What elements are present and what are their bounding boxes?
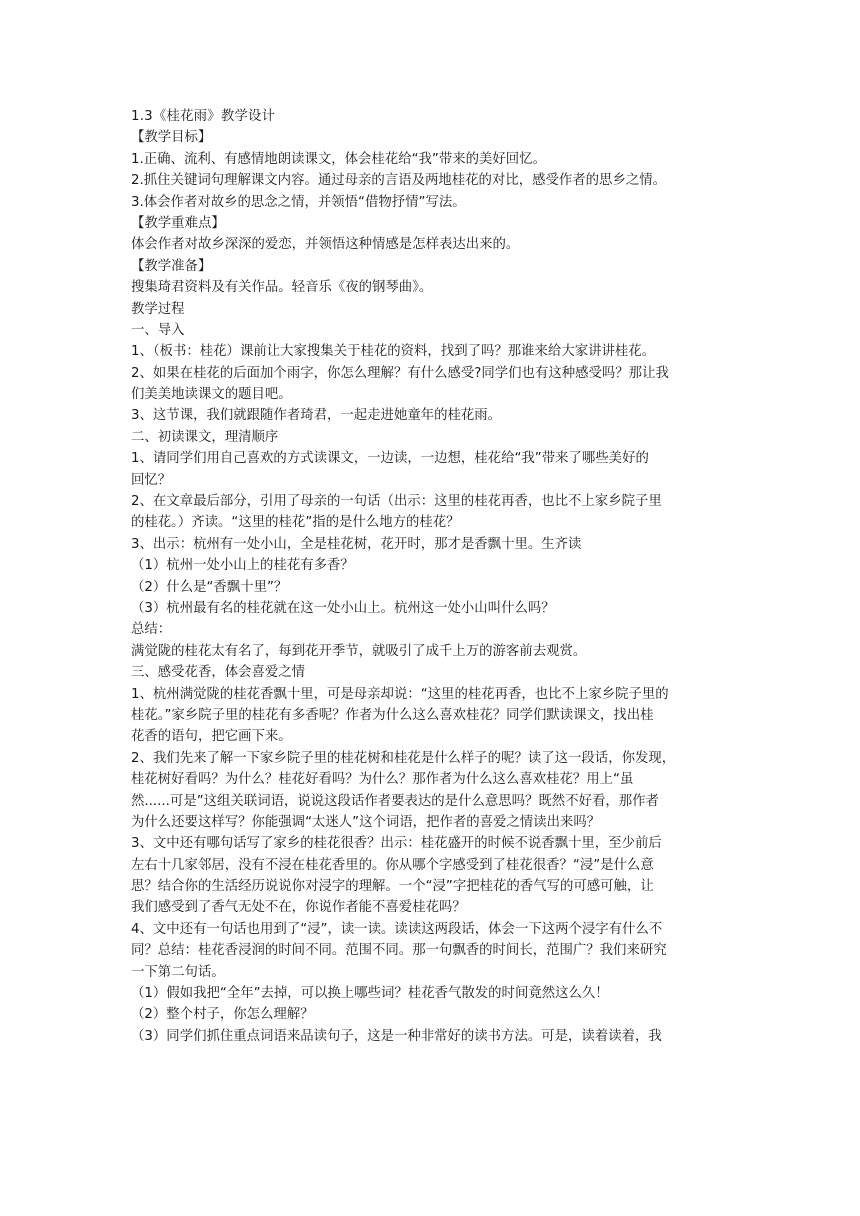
- paragraph-line: 2、在文章最后部分，引用了母亲的一句话（出示：这里的桂花再香，也比不上家乡院子里: [131, 494, 662, 510]
- heading-preparation: 【教学准备】: [131, 258, 212, 274]
- paragraph-line: （1）杭州一处小山上的桂花有多香？: [131, 558, 354, 574]
- preparation-text: 搜集琦君资料及有关作品。轻音乐《夜的钢琴曲》。: [131, 280, 433, 296]
- paragraph-line: 回忆？: [131, 472, 172, 488]
- paragraph-line: 1、杭州满觉陇的桂花香飘十里，可是母亲却说：“这里的桂花再香，也比不上家乡院子里的: [131, 686, 669, 702]
- section-2-heading: 二、初读课文，理清顺序: [131, 429, 279, 445]
- paragraph-line: （3）同学们抓住重点词语来品读句子，这是一种非常好的读书方法。可是，读着读着，我: [131, 1028, 662, 1044]
- paragraph-line: 的桂花。）齐读。“这里的桂花”指的是什么地方的桂花？: [131, 515, 460, 531]
- heading-objectives: 【教学目标】: [131, 130, 212, 146]
- paragraph-line: 3、出示：杭州有一处小山，全是桂花树，花开时，那才是香飘十里。生齐读: [131, 536, 582, 552]
- paragraph-line: 4、文中还有一句话也用到了“浸”，读一读。读读这两段话，体会一下这两个浸字有什么不: [131, 921, 663, 937]
- paragraph-line: 3、文中还有哪句话写了家乡的桂花很香？出示：桂花盛开的时候不说香飘十里，至少前后: [131, 836, 662, 852]
- paragraph-line: 1、（板书：桂花）课前让大家搜集关于桂花的资料，找到了吗？那谁来给大家讲讲桂花。: [131, 344, 656, 360]
- heading-key-points: 【教学重难点】: [131, 215, 225, 231]
- objective-1: 1.正确、流利、有感情地朗读课文，体会桂花给“我”带来的美好回忆。: [131, 151, 546, 167]
- paragraph-line: （3）杭州最有名的桂花就在这一处小山上。杭州这一处小山叫什么吗？: [131, 600, 555, 616]
- paragraph-line: （2）什么是“香飘十里”？: [131, 579, 288, 595]
- paragraph-line: （1）假如我把“全年”去掉，可以换上哪些词？桂花香气散发的时间竟然这么久！: [131, 986, 609, 1002]
- paragraph-line: （2）整个村子，你怎么理解？: [131, 1007, 314, 1023]
- section-1-heading: 一、导入: [131, 322, 185, 338]
- paragraph-line: 2、如果在桂花的后面加个雨字，你怎么理解？有什么感受?同学们也有这种感受吗？那让我: [131, 365, 669, 381]
- document-title: 1.3《桂花雨》教学设计: [131, 109, 276, 124]
- paragraph-line: 同？总结：桂花香浸润的时间不同。范围不同。那一句飘香的时间长，范围广？我们来研究: [131, 943, 667, 959]
- heading-process: 教学过程: [131, 301, 185, 317]
- paragraph-line: 桂花。”家乡院子里的桂花有多香呢？作者为什么这么喜欢桂花？同学们默读课文，找出桂: [131, 707, 654, 723]
- key-points-text: 体会作者对故乡深深的爱恋，并领悟这种情感是怎样表达出来的。: [131, 237, 520, 253]
- paragraph-line: 们美美地读课文的题目吧。: [131, 387, 292, 403]
- paragraph-line: 为什么还要这样写？你能强调“太迷人”这个词语，把作者的喜爱之情读出来吗？: [131, 814, 601, 830]
- paragraph-line: 思？结合你的生活经历说说你对浸字的理解。一个“浸”字把桂花的香气写的可感可触，让: [131, 879, 654, 895]
- paragraph-line: 2、我们先来了解一下家乡院子里的桂花树和桂花是什么样子的呢？读了这一段话，你发现，: [131, 750, 676, 766]
- paragraph-line: 花香的语句，把它画下来。: [131, 729, 292, 745]
- paragraph-line: 左右十几家邻居，没有不浸在桂花香里的。你从哪个字感受到了桂花很香？“浸”是什么意: [131, 857, 654, 873]
- paragraph-line: 然......可是”这组关联词语，说说这段话作者要表达的是什么意思吗？既然不好看，那作者: [131, 793, 659, 809]
- objective-2: 2.抓住关键词句理解课文内容。通过母亲的言语及两地桂花的对比，感受作者的思乡之情。: [131, 173, 667, 189]
- paragraph-line: 我们感受到了香气无处不在，你说作者能不喜爱桂花吗？: [131, 900, 466, 916]
- paragraph-line: 一下第二句话。: [131, 964, 225, 980]
- paragraph-line: 满觉陇的桂花太有名了，每到花开季节，就吸引了成千上万的游客前去观赏。: [131, 643, 587, 659]
- paragraph-line: 桂花树好看吗？为什么？桂花好看吗？为什么？那作者为什么这么喜欢桂花？用上“虽: [131, 772, 634, 788]
- objective-3: 3.体会作者对故乡的思念之情，并领悟“借物抒情”写法。: [131, 194, 466, 210]
- paragraph-line: 3、这节课，我们就跟随作者琦君，一起走进她童年的桂花雨。: [131, 408, 502, 424]
- document-body: [131, 106, 731, 1047]
- section-3-heading: 三、感受花香，体会喜爱之情: [131, 665, 306, 681]
- paragraph-line: 1、请同学们用自己喜欢的方式读课文，一边读，一边想，桂花给“我”带来了哪些美好的: [131, 451, 649, 467]
- summary-label: 总结：: [131, 622, 172, 638]
